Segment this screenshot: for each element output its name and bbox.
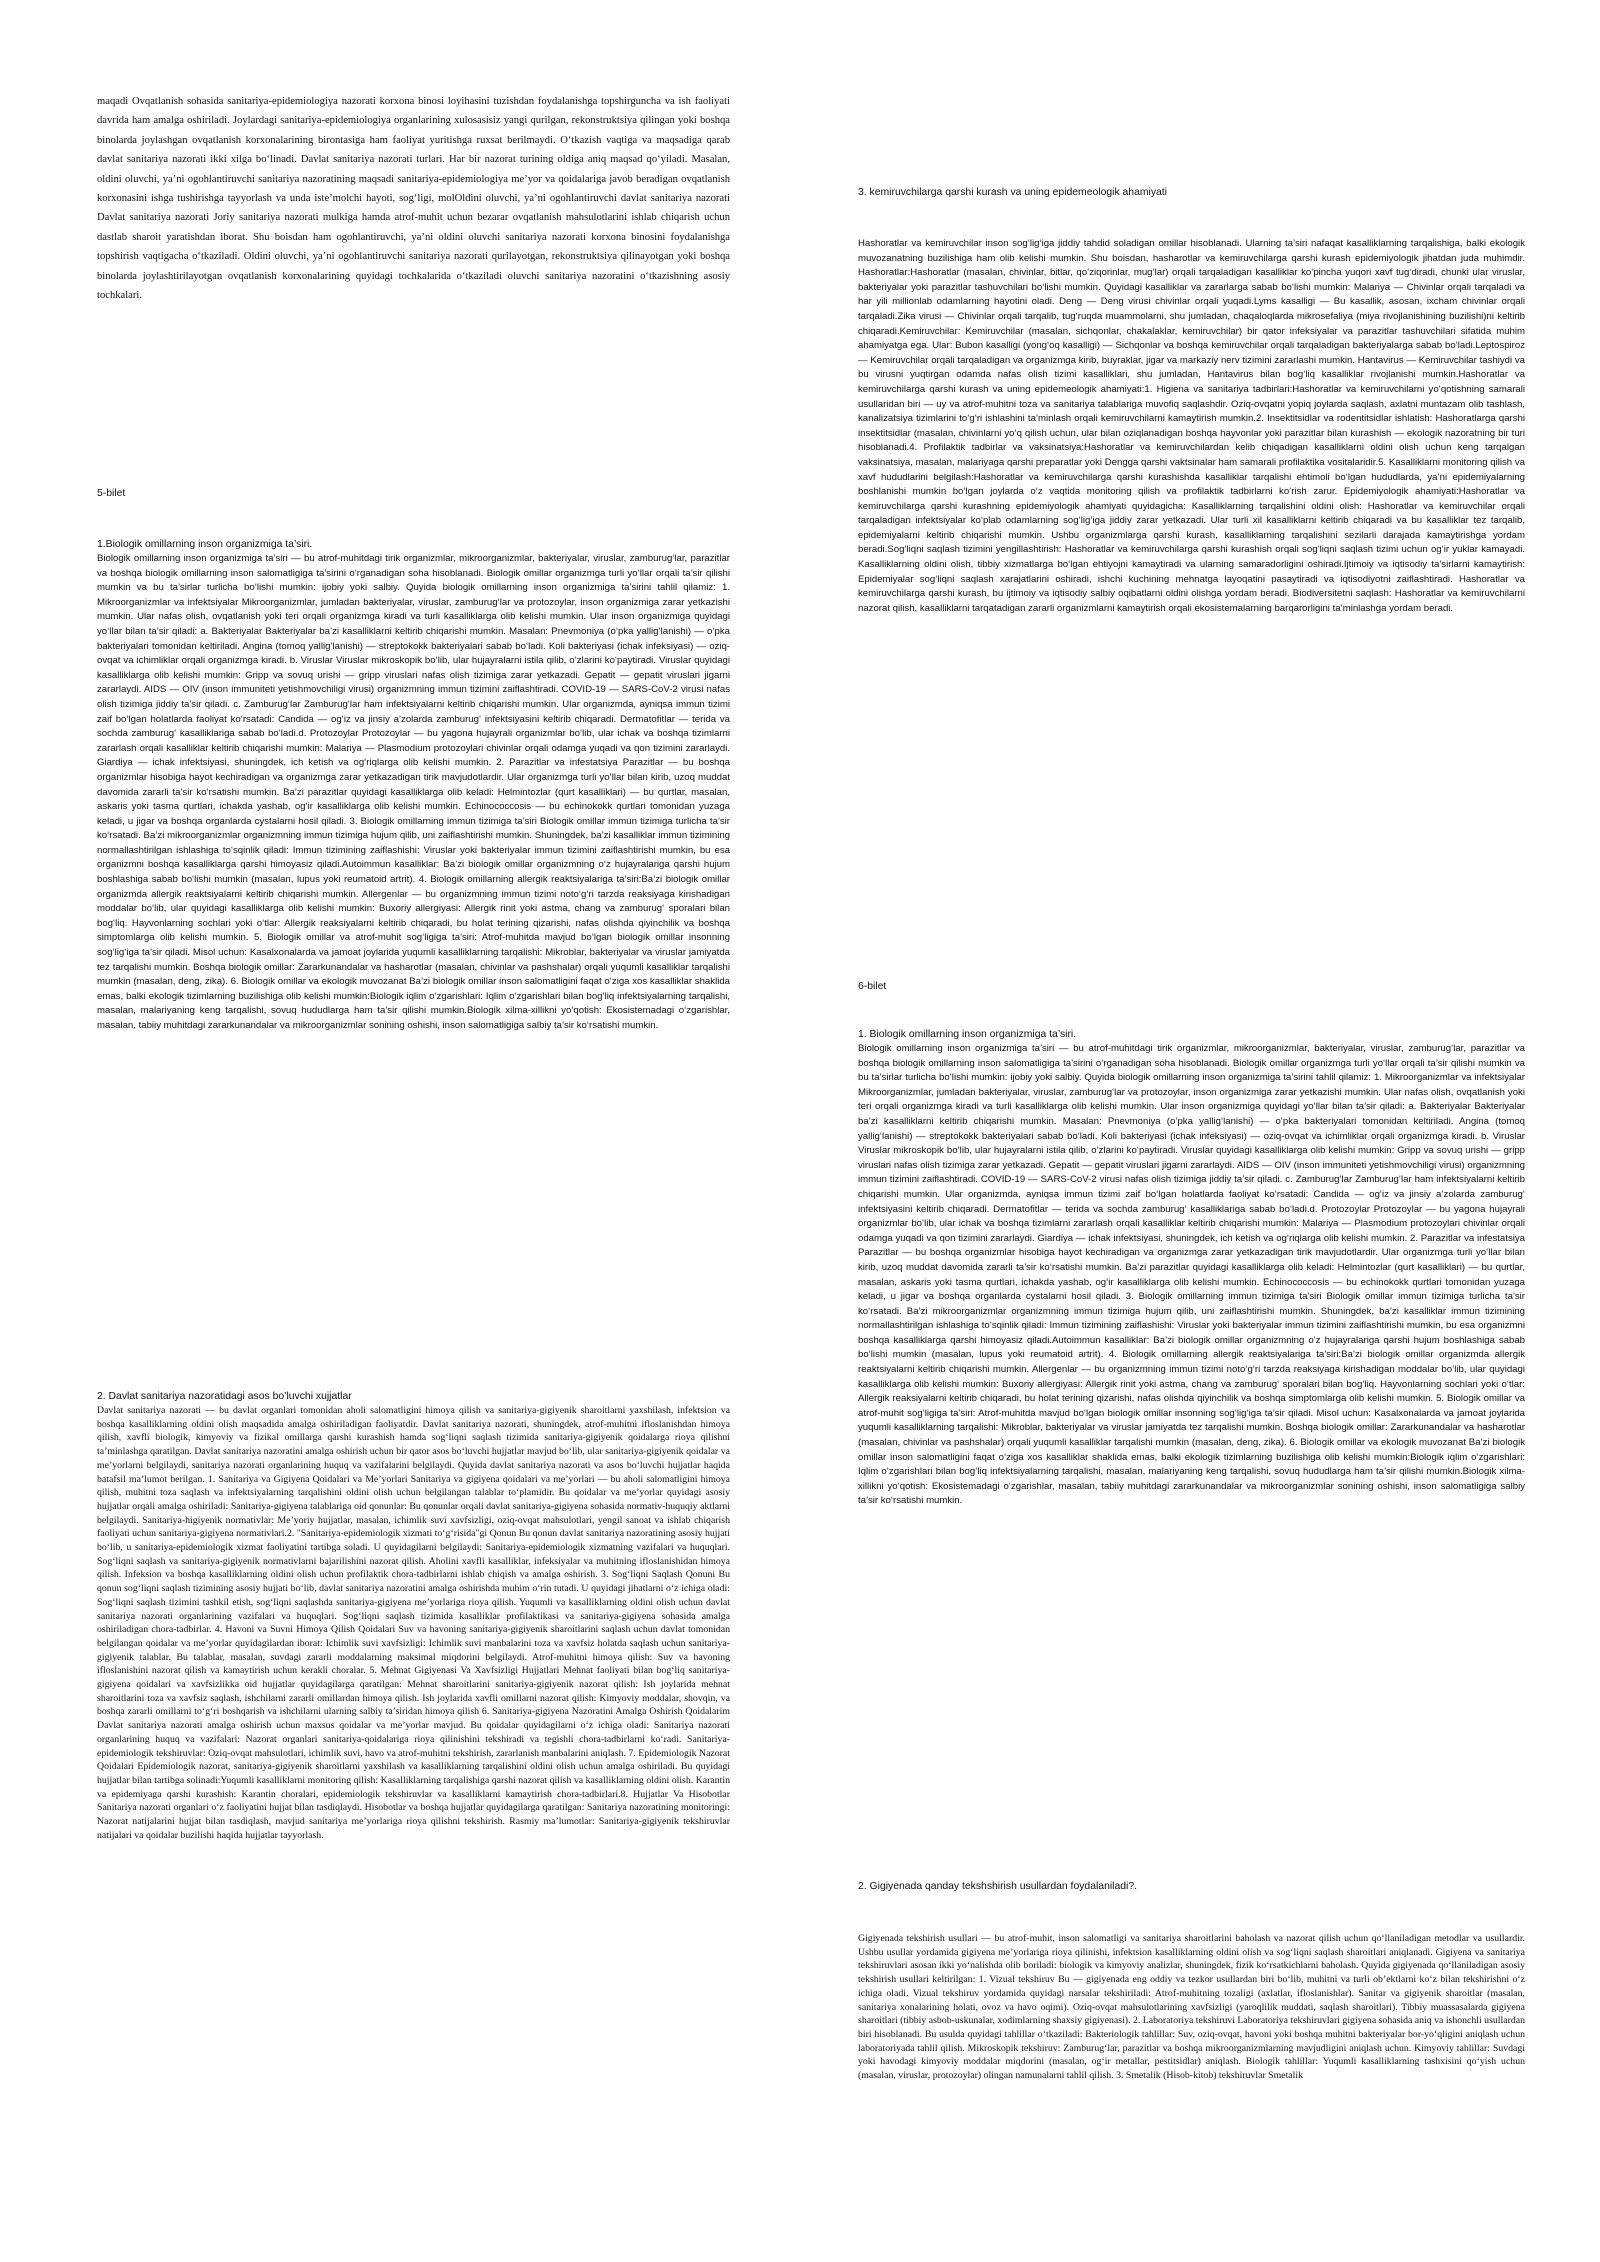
question-title: 1.Biologik omillarning inson organizmiga ta’siri.: [97, 539, 313, 550]
question-3-block: [858, 237, 1525, 616]
ticket-label: 5-bilet: [97, 488, 126, 499]
question-2-block: [858, 1932, 1525, 2083]
question-2-block: [97, 1390, 730, 1843]
question-body: Biologik omillarning inson organizmiga ta’siri — bu atrof-muhitdagi tirik organizmlar, mikroorganizmlar, bakteriyalar, viruslar, zamburug‘lar, parazitlar va boshqa biologik omillarning inson salomatligiga ta’sirini o‘rganadigan soha hisoblanadi. Biologik omillar organizmga turli yo‘llar orqali ta’sir qilishi mumkin va bu ta’sirlar turlicha bo‘lishi mumkin: ijobiy yoki salbiy. Quyida biologik omillarning inson organizmiga ta’sirini tahlil qilamiz: 1. Mikroorganizmlar va infektsiyalar Mikroorganizmlar, jumladan bakteriyalar, viruslar, zamburug‘lar va protozoylar, inson organizmiga zarar yetkazishi mumkin. Ular nafas olish, ovqatlanish yoki teri orqali organizmga kiradi va turli kasalliklarga olib kelishi mumkin. Ular inson organizmiga quyidagi yo‘llar bilan ta’sir qiladi: a. Bakteriyalar Bakteriyalar ba’zi kasalliklarni keltirib chiqarishi mumkin. Masalan: Pnevmoniya (o‘pka yallig‘lanishi) — o‘pka bakteriyalari tomonidan keltiriladi. Angina (tomoq yallig‘lanishi) — streptokokk bakteriyalari sabab bo‘ladi. Koli bakteriyasi (ichak infeksiyasi) — oziq-ovqat va ichimliklar orqali organizmga kiradi. b. Viruslar Viruslar mikroskopik bo‘lib, ular hujayralarni istila qilib, o‘zlarini ko‘paytiradi. Viruslar quyidagi kasalliklarga olib kelishi mumkin: Gripp va sovuq urishi — gripp viruslari nafas olish tizimiga zarar yetkazadi. Gepatit — gepatit viruslari jigarni zararlaydi. AIDS — OIV (inson immuniteti yetishmovchiligi virusi) organizmning immun tizimini zaiflashtiradi. COVID-19 — SARS-CoV-2 virusi nafas olish tizimiga jiddiy ta’sir qiladi. c. Zamburug‘lar Zamburug‘lar ham infektsiyalarni keltirib chiqarishi mumkin. Ular organizmda, ayniqsa immun tizimi zaif bo‘lgan holatlarda faoliyat ko‘rsatadi: Candida — og‘iz va jinsiy a’zolarda zamburug‘ infektsiyasini keltirib chiqaradi. Dermatofitlar — terida va sochda zamburug‘ kasalliklariga sabab bo‘ladi.d. Protozoylar Protozoylar — bu yagona hujayrali organizmlar bo‘lib, ular ichak va boshqa tizimlarni zararlash orqali kasalliklar keltirib chiqarishi mumkin: Malariya — Plasmodium protozoylari chivinlar orqali odamga yuqadi va qon tizimini zararlaydi. Giardiya — ichak infektsiyasi, shuningdek, ich ketish va og‘riqlarga olib kelishi mumkin. 2. Parazitlar va infestatsiya Parazitlar — bu boshqa organizmlar hisobiga hayot kechiradigan va organizmga zarar yetkazadigan tirik mavjudotlardir. Ular organizmga turli yo‘llar bilan kirib, uzoq muddat davomida zararli ta’sir ko‘rsatishi mumkin. Ba’zi parazitlar quyidagi kasalliklarga olib keladi: Helmintozlar (qurt kasalliklari) — bu qurtlar, masalan, askaris yoki tasma qurtlari, ichakda yashab, og‘ir kasalliklarga olib kelishi mumkin. Echinococcosis — bu echinokokk qurtlari tomonidan yuzaga keladi, u jigar va boshqa organlarda cystalarni hosil qiladi. 3. Biologik omillarning immun tizimiga ta’siri Biologik omillar immun tizimiga turlicha ta’sir ko‘rsatadi. Ba’zi mikroorganizmlar organizmning immun tizimiga hujum qilib, uni zaiflashtirishi mumkin. Shuningdek, ba’zi kasalliklar immun tizimining normallashtirilgan ishlashiga to‘sqinlik qiladi: Immun tizimining zaiflashishi: Viruslar yoki bakteriyalar immun tizimini zaiflashtirishi mumkin, bu esa organizmni boshqa kasalliklarga qarshi himoyasiz qiladi.Autoimmun kasalliklar: Ba’zi biologik omillar organizmning o‘z hujayralariga qarshi hujum boshlashiga sabab bo‘lishi mumkin (masalan, lupus yoki reumatoid artrit). 4. Biologik omillarning allergik reaktsiyalariga ta’siri:Ba’zi biologik omillar organizmda allergik reaktsiyalarni keltirib chiqarishi mumkin. Allergenlar — bu organizmning immun tizimi noto‘g‘ri tarzda reaksiyaga kirishadigan moddalar bo‘lib, ular quyidagi kasalliklarga olib kelishi mumkin: Buxoriy allergiyasi: Allergik rinit yoki astma, chang va zamburug‘ sporalari bilan bog‘liq. Hayvonlarning sochlari yoki o‘tlar: Allergik reaksiyalarni keltirib chiqaradi, bu holat terining qizarishi, nafas olishda qiyinchilik va boshqa simptomlarga olib kelishi mumkin. 5. Biologik omillar va atrof-muhit sog‘ligiga ta’siri: Atrof-muhitda mavjud bo‘lgan biologik omillar insonning sog‘lig‘iga ta’sir qiladi. Misol uchun: Kasalxonalarda va jamoat joylarida yuqumli kasalliklarning tarqalishi: Mikroblar, bakteriyalar va viruslar jamiyatda tez tarqalishi mumkin. Boshqa biologik omillar: Zararkunandalar va hasharotlar (masalan, chivinlar va pashshalar) orqali yuqumli kasalliklar tarqalishi mumkin (masalan, deng, zika). 6. Biologik omillar va ekologik muvozanat Ba’zi biologik omillar inson salomatligini faqat o‘ziga xos kasalliklar shaklida emas, balki ekologik tizimlarning buzilishiga olib kelishi mumkin:Biologik iqlim o‘zgarishlari: Iqlim o‘zgarishlari bilan bog‘liq infektsiyalarning tarqalishi, masalan, malariyaning keng tarqalishi, sovuq hududlarga ham ta’sir qilishi mumkin.Biologik xilma-xillikni yo‘qotish: Ekosistemadagi o‘zgarishlar, masalan, tabiiy muhitdagi zararkunandalar va mikroorganizmlar sonining oshishi, inson salomatligiga salbiy ta’sir ko‘rsatishi mumkin.: [97, 553, 730, 1031]
right-page: [800, 0, 1600, 2262]
question-body: Davlat sanitariya nazorati — bu davlat organlari tomonidan aholi salomatligini himoya qilish va sanitariya-gigiyenik sharoitlarni yaxshilash, infektsion va boshqa kasalliklarning oldini olish maqsadida amalga oshiriladigan faoliyatdir. Davlat sanitariya nazorati, shuningdek, atrof-muhitni ifloslanishdan himoya qilish, xavfli biologik, kimyoviy va fizikal omillarga qarshi kurashish hamda sog‘liqni saqlash tizimida sanitariya-gigiyenik qoidalarga rioya qilishni ta’minlashga qaratilgan. Davlat sanitariya nazoratini amalga oshirish uchun bir qator asos bo‘luvchi hujjatlar mavjud bo‘lib, ular sanitariya-gigiyenik qoidalar va me’yorlarni belgilaydi, sanitariya nazorati organlarining huquq va vazifalarini belgilaydi. Quyida davlat sanitariya nazorati va asos bo‘luvchi hujjatlar haqida batafsil ma’lumot berilgan. 1. Sanitariya va Gigiyena Qoidalari va Me’yorlari Sanitariya va gigiyena qoidalari va me’yorlari — bu aholi salomatligini himoya qilish, muhitni toza saqlash va infektsiyalarning tarqalishini oldini olish uchun belgilangan talablar to‘plamidir. Bu qoidalar va me’yorlar quyidagi asosiy hujjatlar orqali amalga oshiriladi: Sanitariya-gigiyena talablariga oid qonunlar: Bu qonunlar orqali davlat sanitariya-gigiyena sohasida normativ-huquqiy aktlarni belgilaydi. Sanitariya-higiyenik normativlar: Me’yoriy hujjatlar, masalan, ichimlik suvi xavfsizligi, oziq-ovqat mahsulotlari, yengil sanoat va ishlab chiqarish faoliyati uchun sanitariya-gigiyena normativlari.2. "Sanitariya-epidemiologik xizmati to‘g‘risida"gi Qonun Bu qonun davlat sanitariya nazoratining asosiy hujjati bo‘lib, u sanitariya-epidemiologik xizmat faoliyatini tartibga soladi. U quyidagilarni belgilaydi: Sanitariya-epidemiologik xizmatning vazifalari va huquqlari. Sog‘liqni saqlash va sanitariya-gigiyenik normativlarni bajarilishini nazorat qilish. Aholini xavfli kasalliklar, infeksiyalar va muhitning ifloslanishidan himoya qilish. Infeksion va boshqa kasalliklarning oldini olish uchun profilaktik chora-tadbirlarni ishlab chiqish va amalga oshirish. 3. Sog‘liqni Saqlash Qonuni Bu qonun sog‘liqni saqlash tizimining asosiy hujjati bo‘lib, davlat sanitariya nazoratini amalga oshirishda muhim o‘rin tutadi. U quyidagi jihatlarni o‘z ichiga oladi: Sog‘liqni saqlash tizimini tashkil etish, sog‘liqni saqlashda sanitariya-gigiyena me’yorlariga rioya qilish. Yuqumli va kasalliklarning oldini olish uchun davlat sanitariya nazorati organlarining vazifalari va huquqlari. Sog‘liqni saqlash tizimida kasalliklar profilaktikasi va sanitariya-gigiyena sohasida amalga oshiriladigan chora-tadbirlar. 4. Havoni va Suvni Himoya Qilish Qoidalari Suv va havoning sanitariya-gigiyenik sharoitlarini saqlash uchun davlat tomonidan belgilangan qoidalar va me’yorlar quyidagilardan iborat: Ichimlik suvi xavfsizligi: Ichimlik suvi manbalarini toza va xavfsiz holatda saqlash uchun sanitariya-gigiyenik talablar. Bu talablar, masalan, suvdagi zararli moddalarning maksimal miqdorini belgilaydi. Atrof-muhitni himoya qilish: Suv va havoning ifloslanishini nazorat qilish va kamaytirish uchun kerakli choralar. 5. Mehnat Gigiyenasi Va Xavfsizligi Hujjatlari Mehnat faoliyati bilan bog‘liq sanitariya-gigiyena qoidalari va xavfsizlikka oid hujjatlar quyidagilarga qaratilgan: Mehnat sharoitlarini sanitariya-gigiyenik nazorat qilish: Ish joylarida mehnat sharoitlarini toza va xavfsiz saqlash, ishchilarni zararli omillardan himoya qilish. Ish joylarida xavfli omillarni nazorat qilish: Kimyoviy moddalar, shovqin, va boshqa zararli omillarni to‘g‘ri boshqarish va ishchilarni ularning salbiy ta’siridan himoya qilish 6. Sanitariya-gigiyena Nazoratini Amalga Oshirish Qoidalarim Davlat sanitariya nazorati amalga oshirish uchun maxsus qoidalar va me’yorlar mavjud. Bu qoidalar quyidagilarni o‘z ichiga oladi: Sanitariya nazorati organlarining huquq va vazifalari: Nazorat organlari sanitariya-qoidalariga rioya qilinishini tekshiradi va tegishli chora-tadbirlarni ko‘radi. Sanitariya-epidemiologik tekshiruvlar: Oziq-ovqat mahsulotlari, ichimlik suvi, havo va atrof-muhitni tekshirish, zararlanish manbalarini aniqlash. 7. Epidemiologik Nazorat Qoidalari Epidemiologik nazorat, sanitariya-gigiyenik sharoitlarni yaxshilash va kasalliklarning tarqalishini oldini olish uchun amalga oshiriladi. Bu quyidagi hujjatlar bilan tartibga solinadi:Yuqumli kasalliklarni monitoring qilish: Kasalliklarning tarqalishiga qarshi nazorat qilish va kasalliklarning oldini olish. Karantin va epidemiyaga qarshi kurashish: Karantin choralari, epidemiologik tekshiruvlar va kasalliklarni kamaytirish chora-tadbirlari.8. Hujjatlar Va Hisobotlar Sanitariya nazorati organlari o‘z faoliyatini hujjat bilan tasdiqlaydi. Hisobotlar va boshqa hujjatlar quyidagilarga qaratilgan: Sanitariya nazoratining monitoringi: Nazorat natijalarini hujjat bilan tasdiqlash, mavjud sanitariya me’yorlariga rioya qilishni tekshirish. Rasmiy ma’lumotlar: Sanitariya-gigiyenik tekshiruvlar natijalari va qoidalar buzilishi haqida hujjatlar tayyorlash.: [97, 1405, 730, 1841]
question-title: 2. Davlat sanitariya nazoratidagi asos bo’luvchi xujjatlar: [97, 1391, 352, 1402]
question-title: 3. kemiruvchilarga qarshi kurash va uning epidemeologik ahamiyati: [858, 187, 1167, 198]
question-3-title-block: [858, 186, 1525, 200]
ticket-label: 6-bilet: [858, 981, 887, 992]
question-body: Biologik omillarning inson organizmiga ta’siri — bu atrof-muhitdagi tirik organizmlar, mikroorganizmlar, bakteriyalar, viruslar, zamburug‘lar, parazitlar va boshqa biologik omillarning inson salomatligiga ta’sirini o‘rganadigan soha hisoblanadi. Biologik omillar organizmga turli yo‘llar orqali ta’sir qilishi mumkin va bu ta’sirlar turlicha bo‘lishi mumkin: ijobiy yoki salbiy. Quyida biologik omillarning inson organizmiga ta’sirini tahlil qilamiz: 1. Mikroorganizmlar va infektsiyalar Mikroorganizmlar, jumladan bakteriyalar, viruslar, zamburug‘lar va protozoylar, inson organizmiga zarar yetkazishi mumkin. Ular nafas olish, ovqatlanish yoki teri orqali organizmga kiradi va turli kasalliklarga olib kelishi mumkin. Ular inson organizmiga quyidagi yo‘llar bilan ta’sir qiladi: a. Bakteriyalar Bakteriyalar ba’zi kasalliklarni keltirib chiqarishi mumkin. Masalan: Pnevmoniya (o‘pka yallig‘lanishi) — o‘pka bakteriyalari tomonidan keltiriladi. Angina (tomoq yallig‘lanishi) — streptokokk bakteriyalari sabab bo‘ladi. Koli bakteriyasi (ichak infeksiyasi) — oziq-ovqat va ichimliklar orqali organizmga kiradi. b. Viruslar Viruslar mikroskopik bo‘lib, ular hujayralarni istila qilib, o‘zlarini ko‘paytiradi. Viruslar quyidagi kasalliklarga olib kelishi mumkin: Gripp va sovuq urishi — gripp viruslari nafas olish tizimiga zarar yetkazadi. Gepatit — gepatit viruslari jigarni zararlaydi. AIDS — OIV (inson immuniteti yetishmovchiligi virusi) organizmning immun tizimini zaiflashtiradi. COVID-19 — SARS-CoV-2 virusi nafas olish tizimiga jiddiy ta’sir qiladi. c. Zamburug‘lar Zamburug‘lar ham infektsiyalarni keltirib chiqarishi mumkin. Ular organizmda, ayniqsa immun tizimi zaif bo‘lgan holatlarda faoliyat ko‘rsatadi: Candida — og‘iz va jinsiy a’zolarda zamburug‘ infektsiyasini keltirib chiqaradi. Dermatofitlar — terida va sochda zamburug‘ kasalliklariga sabab bo‘ladi.d. Protozoylar Protozoylar — bu yagona hujayrali organizmlar bo‘lib, ular ichak va boshqa tizimlarni zararlash orqali kasalliklar keltirib chiqarishi mumkin: Malariya — Plasmodium protozoylari chivinlar orqali odamga yuqadi va qon tizimini zararlaydi. Giardiya — ichak infektsiyasi, shuningdek, ich ketish va og‘riqlarga olib kelishi mumkin. 2. Parazitlar va infestatsiya Parazitlar — bu boshqa organizmlar hisobiga hayot kechiradigan va organizmga zarar yetkazadigan tirik mavjudotlardir. Ular organizmga turli yo‘llar bilan kirib, uzoq muddat davomida zararli ta’sir ko‘rsatishi mumkin. Ba’zi parazitlar quyidagi kasalliklarga olib keladi: Helmintozlar (qurt kasalliklari) — bu qurtlar, masalan, askaris yoki tasma qurtlari, ichakda yashab, og‘ir kasalliklarga olib kelishi mumkin. Echinococcosis — bu echinokokk qurtlari tomonidan yuzaga keladi, u jigar va boshqa organlarda cystalarni hosil qiladi. 3. Biologik omillarning immun tizimiga ta’siri Biologik omillar immun tizimiga turlicha ta’sir ko‘rsatadi. Ba’zi mikroorganizmlar organizmning immun tizimiga hujum qilib, uni zaiflashtirishi mumkin. Shuningdek, ba’zi kasalliklar immun tizimining normallashtirilgan ishlashiga to‘sqinlik qiladi: Immun tizimining zaiflashishi: Viruslar yoki bakteriyalar immun tizimini zaiflashtirishi mumkin, bu esa organizmni boshqa kasalliklarga qarshi himoyasiz qiladi.Autoimmun kasalliklar: Ba’zi biologik omillar organizmning o‘z hujayralariga qarshi hujum boshlashiga sabab bo‘lishi mumkin (masalan, lupus yoki reumatoid artrit). 4. Biologik omillarning allergik reaktsiyalariga ta’siri:Ba’zi biologik omillar organizmda allergik reaktsiyalarni keltirib chiqarishi mumkin. Allergenlar — bu organizmning immun tizimi noto‘g‘ri tarzda reaksiyaga kirishadigan moddalar bo‘lib, ular quyidagi kasalliklarga olib kelishi mumkin: Buxoriy allergiyasi: Allergik rinit yoki astma, chang va zamburug‘ sporalari bilan bog‘liq. Hayvonlarning sochlari yoki o‘tlar: Allergik reaksiyalarni keltirib chiqaradi, bu holat terining qizarishi, nafas olishda qiyinchilik va boshqa simptomlarga olib kelishi mumkin. 5. Biologik omillar va atrof-muhit sog‘ligiga ta’siri: Atrof-muhitda mavjud bo‘lgan biologik omillar insonning sog‘lig‘iga ta’sir qiladi. Misol uchun: Kasalxonalarda va jamoat joylarida yuqumli kasalliklarning tarqalishi: Mikroblar, bakteriyalar va viruslar jamiyatda tez tarqalishi mumkin. Boshqa biologik omillar: Zararkunandalar va hasharotlar (masalan, chivinlar va pashshalar) orqali yuqumli kasalliklar tarqalishi mumkin (masalan, deng, zika). 6. Biologik omillar va ekologik muvozanat Ba’zi biologik omillar inson salomatligini faqat o‘ziga xos kasalliklar shaklida emas, balki ekologik tizimlarning buzilishiga olib kelishi mumkin:Biologik iqlim o‘zgarishlari: Iqlim o‘zgarishlari bilan bog‘liq infektsiyalarning tarqalishi, masalan, malariyaning keng tarqalishi, sovuq hududlarga ham ta’sir qilishi mumkin.Biologik xilma-xillikni yo‘qotish: Ekosistemadagi o‘zgarishlar, masalan, tabiiy muhitdagi zararkunandalar va mikroorganizmlar sonining oshishi, inson salomatligiga salbiy ta’sir ko‘rsatishi mumkin.: [858, 1043, 1525, 1507]
question-body: Gigiyenada tekshirish usullari — bu atrof-muhit, inson salomatligi va sanitariya sharoitlarini baholash va nazorat qilish uchun qo‘llaniladigan metodlar va usullardir. Ushbu usullar yordamida gigiyena me’yorlariga rioya qilinishi, infektsion kasalliklarning oldini olish va sog‘liqni saqlash sharoitlari aniqlanadi. Gigiyena va sanitariya tekshiruvlari asosan ikki yo‘nalishda olib boriladi: biologik va kimyoviy analizlar, shuningdek, fizik ko‘rsatkichlarni baholash. Quyida gigiyenada qo‘llaniladigan asosiy tekshirish usullari keltirilgan: 1. Vizual tekshiruv Bu — gigiyenada eng oddiy va tezkor usullardan biri bo‘lib, muhitni va turli ob’ektlarni ko‘z bilan tekshirishni o‘z ichiga oladi. Vizual tekshiruv yordamida quyidagi narsalar tekshiriladi: Atrof-muhitning tozaligi (axlatlar, ifloslanishlar). Sanitar va gigiyenik sharoitlar (masalan, sanitariya xonalarining holati, ovoz va havo oqimi). Oziq-ovqat mahsulotlarining xavfsizligi (yaroqlilik muddati, saqlash sharoitlari). Tibbiy muassasalarda gigiyena sharoitlari (tibbiy asbob-uskunalar, xodimlarning shaxsiy gigiyenasi). 2. Laboratoriya tekshiruvi Laboratoriya tekshiruvlari gigiyena sohasida aniq va ishonchli usullardan biri hisoblanadi. Bu usulda quyidagi tahlillar o‘tkaziladi: Bakteriologik tahlillar: Suv, oziq-ovqat, havoni yoki boshqa muhitni bakteriyalar bor-yo‘qligini aniqlash uchun laboratoriyada tahlil qilish. Mikroskopik tekshiruv: Zamburug‘lar, parazitlar va boshqa mikroorganizmlarning mavjudligini aniqlash uchun. Kimyoviy tahlillar: Suvdagi yoki havodagi kimyoviy moddalar miqdorini (masalan, og‘ir metallar, pestitsidlar) aniqlash. Biologik tahlillar: Yuqumli kasalliklarning tashxisini qo‘yish uchun (masalan, viruslar, protozoylar) olingan namunalarni tahlil qilish. 3. Smetalik (Hisob-kitob) tekshiruvlar Smetalik: [858, 1933, 1525, 2082]
question-1-block: [858, 1028, 1525, 1509]
question-title: 1. Biologik omillarning inson organizmiga ta’siri.: [858, 1029, 1077, 1040]
question-body: Hashoratlar va kemiruvchilar inson sog‘lig‘iga jiddiy tahdid soladigan omillar hisoblanadi. Ularning ta’siri nafaqat kasalliklarning tarqalishiga, balki ekologik muvozanatning buzilishiga ham olib kelishi mumkin. Shu boisdan, hasharotlar va kemiruvchilarga qarshi kurash epidemiyologik jihatdan juda muhimdir. Hashoratlar:Hashoratlar (masalan, chivinlar, bitlar, qo‘ziqorinlar, mug‘lar) orqali tarqaladigan kasalliklar ko‘pincha yuqori xavf tug‘diradi, chunki ular viruslar, bakteriyalar yoki parazitlar tashuvchilari bo‘lishi mumkin. Quyidagi kasalliklar va zararlarga sabab bo‘lishi mumkin: Malariya — Chivinlar orqali tarqaladi va har yili millionlab odamlarning hayotini oladi. Deng — Deng virusi chivinlar orqali yuqadi.Lyms kasalligi — Bu kasallik, asosan, ixcham chivinlar orqali tarqaladi.Zika virusi — Chivinlar orqali tarqalib, tug‘ruqda muammolarni, shu jumladan, chaqaloqlarda mikrosefaliya (miya rivojlanishining buzilishi)ni keltirib chiqaradi.Kemiruvchilar: Kemiruvchilar (masalan, sichqonlar, chakalaklar, kemiruvchilar) bir qator infeksiyalar va parazitlar tashuvchilari sifatida muhim ahamiyatga ega. Ular: Bubon kasalligi (yong‘oq kasalligi) — Sichqonlar va boshqa kemiruvchilar orqali tarqaladigan bakteriyalarga sabab bo‘ladi.Leptospiroz — Kemiruvchilar orqali tarqaladigan va organizmga kirib, buyraklar, jigar va markaziy nerv tizimini zararlashi mumkin. Hantavirus — Kemiruvchilar tashiydi va bu virusni yuqtirgan odamda nafas olish tizimi kasalliklari, shu jumladan, Hantavirus bilan bog‘liq kasalliklar rivojlanishi mumkin.Hashoratlar va kemiruvchilarga qarshi kurash va uning epidemeologik ahamiyati:1. Higiena va sanitariya tadbirlari:Hashoratlar va kemiruvchilarni yo‘qotishning samarali usullaridan biri — uy va atrof-muhitni toza va sanitariya talablariga muvofiq saqlashdir. Oziq-ovqatni yopiq joylarda saqlash, axlatni muntazam olib tashlash, kanalizatsiya tizimlarini to‘g‘ri ishlashini ta’minlash orqali kemiruvchilarni kamaytirish mumkin.2. Insektitsidlar va rodentitsidlar ishlatish: Hashoratlarga qarshi insektitsidlar (masalan, chivinlarni yo‘q qilish uchun, ular bilan oziqlanadigan boshqa hayvonlar yoki parazitlar bilan kurashish — ekologik nazoratning bir turi hisoblanadi.4. Profilaktik tadbirlar va vaksinatsiya:Hashoratlar va kemiruvchilardan kelib chiqadigan kasalliklarni oldini olish uchun keng tarqalgan vaksinatsiya, masalan, malariyaga qarshi preparatlar yoki Dengga qarshi vaktsinalar ham samarali profilaktika vositalaridir.5. Kasalliklarni monitoring qilish va xavf hududlarini belgilash:Hashoratlar va kemiruvchilarga qarshi kurashishda kasalliklar tarqalishi ehtimoli bo‘lgan hududlarda, ya’ni epidemiyalarning boshlanishi mumkin bo‘lgan joylarda o‘z vaqtida monitoring qilish va profilaktik tadbirlarni ko‘rish zarur. Epidemiyologik ahamiyati:Hashoratlar va kemiruvchilarga qarshi kurashning epidemiyologik ahamiyati quyidagicha: Kasalliklarning tarqalishini oldini olish: Hashoratlar va kemiruvchilar orqali tarqaladigan infektsiyalar ko‘plab odamlarning sog‘lig‘iga jiddiy zarar yetkazadi. Ular turli xil kasalliklarni keltirib chiqaradi va bu kasalliklar tez tarqalib, epidemiyalarni keltirib chiqarishi mumkin. Ushbu organizmlarga qarshi kurash, kasalliklarning tarqalishini sezilarli darajada kamaytirishga yordam beradi.Sog‘liqni saqlash tizimini yengillashtirish: Hashoratlar va kemiruvchilarga qarshi kurashish orqali sog‘liqni saqlash tizimi uchun og‘ir yuklar kamayadi. Kasalliklarning oldini olish, tibbiy xizmatlarga bo‘lgan ehtiyojni kamaytiradi va ularning samaradorligini oshiradi.Ijtimoiy va iqtisodiy ta’sirlarni kamaytirish: Epidemiyalar sog‘liqni saqlash xarajatlarini oshiradi, ishchi kuchining mehnatga layoqatini pasaytiradi va iqtisodiyotni zaiflashtiradi. Hashoratlar va kemiruvchilarga qarshi kurash, bu ijtimoiy va iqtisodiy salbiy oqibatlarni oldini olishga yordam beradi. Biodiversitetni saqlash: Hashoratlar va kemiruvchilarni nazorat qilish, kasalliklarni tarqatadigan zararli organizmlarni kamaytirish orqali ekosistemalarning barqarorligini ta’minlashga yordam beradi.: [858, 238, 1525, 614]
question-1-block: [97, 538, 730, 1034]
ticket-5-heading: [97, 487, 730, 501]
ticket-6-heading: [858, 980, 1525, 994]
question-2-title-block: [858, 1880, 1525, 1894]
question-title: 2. Gigiyenada qanday tekshshirish usullardan foydalaniladi?.: [858, 1881, 1137, 1892]
continuation-paragraph: [97, 92, 730, 305]
paragraph-text: maqadi Ovqatlanish sohasida sanitariya-epidemiologiya nazorati korxona binosi loyihasini tuzishdan foydalanishga topshirguncha va ish faoliyati davrida ham amalga oshiriladi. Joylardagi sanitariya-epidemiologiya organlarining xulosasisiz yangi qurilgan, rekonstruktsiya qilingan yoki boshqa binolarda joylashgan ovqatlanish korxonalarining birontasiga ham faoliyat yuritishga ruxsat berilmaydi. O‘tkazish vaqtiga va maqsadiga qarab davlat sanitariya nazorati ikki xilga bo‘linadi. Davlat sanitariya nazorati turlari. Har bir nazorat turining oldiga aniq maqsad qo‘yiladi. Masalan, oldini oluvchi, ya’ni ogohlantiruvchi sanitariya nazoratining maqsadi sanitariya-epidemiologiya me’yor va qoidalariga javob beradigan ovqatlanish korxonasini ishga tushirishga tayyorlash va unda iste’molchi hayoti, sog‘ligi, molOldini oluvchi, ya’ni ogohlantiruvchi davlat sanitariya nazorati Davlat sanitariya nazorati Joriy sanitariya nazorati mulkiga hamda atrof-muhit uchun bezarar ovqatlanish mahsulotlarini ishlab chiqarish uchun dastlab sharoit yaratishdan iborat. Shu boisdan ham ogohlantiruvchi, ya’ni oldini oluvchi sanitariya nazorati korxona binosini foydalanishga topshirish vaqtigacha o‘tkaziladi. Oldini oluvchi, ya’ni ogohlantiruvchi sanitariya nazorati qurilayotgan, rekonstruktsiya qilinayotgan yoki boshqa binolarda joylashtirilayotgan ovqatlanish korxonalarining quyidagi tochkalarida o‘tkaziladi oluvchi sanitariya nazoratini o‘tkazishning asosiy tochkalari.: [97, 96, 730, 302]
